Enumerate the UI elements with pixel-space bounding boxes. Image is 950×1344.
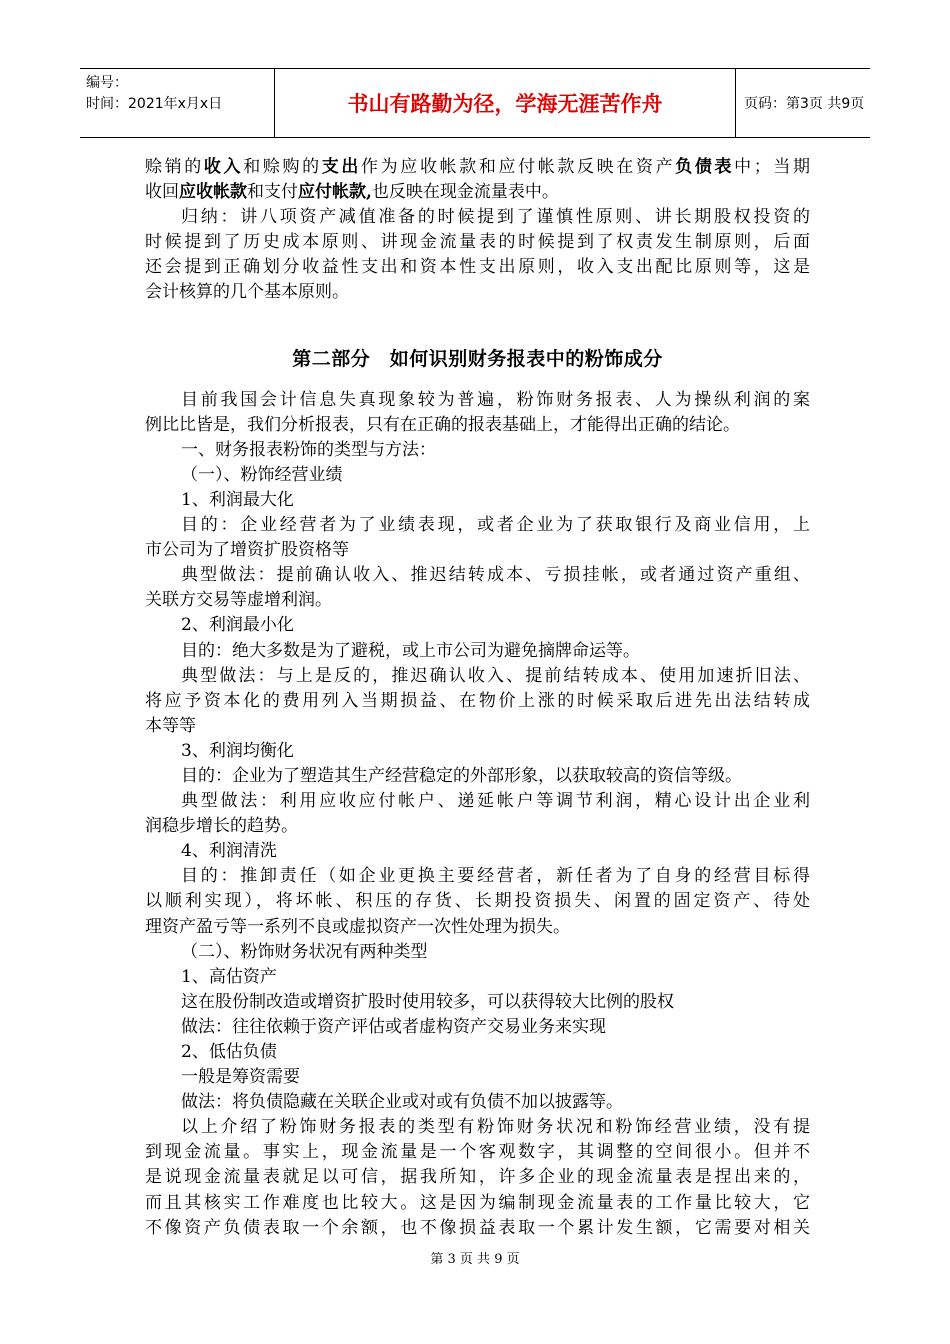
body-line: 4、利润清洗 (181, 841, 277, 862)
body-line: 目的：企业经营者为了业绩表现，或者企业为了获取银行及商业信用，上 (181, 515, 810, 536)
page-header (80, 68, 870, 138)
body-line: 2、低估负债 (181, 1042, 277, 1062)
section-title: 第二部分 如何识别财务报表中的粉饰成分 (292, 347, 663, 370)
body-line: 关联方交易等虚增利润。 (145, 590, 332, 611)
body-line: 以上介绍了粉饰财务报表的类型有粉饰财务状况和粉饰经营业绩，没有提 (181, 1117, 810, 1138)
body-line: 例比比皆是，我们分析报表，只有在正确的报表基础上，才能得出正确的结论。 (145, 414, 740, 435)
summary-line: 还会提到正确划分收益性支出和资本性支出原则，收入支出配比原则等，这是 (145, 257, 810, 278)
body-line: 3、利润均衡化 (181, 740, 294, 761)
body-line: 而且其核实工作难度也比较大。这是因为编制现金流量表的工作量比较大，它 (145, 1192, 810, 1213)
body-line: 1、利润最大化 (181, 489, 294, 510)
number-label: 编号： (86, 75, 128, 91)
time-label: 时间：2021年x月x日 (86, 96, 223, 112)
body-line: 将应予资本化的费用列入当期损益、在物价上涨的时候采取后进先出法结转成 (145, 690, 810, 711)
body-line: 做法：将负债隐藏在关联企业或对或有负债不加以披露等。 (181, 1092, 623, 1113)
document-body (145, 155, 810, 1241)
body-line: 这在股份制改造或增资扩股时使用较多，可以获得较大比例的股权 (181, 991, 674, 1012)
intro-line-2: 收回应收帐款和支付应付帐款,也反映在现金流量表中。 (145, 182, 559, 203)
header-slogan: 书山有路勤为径，学海无涯苦作舟 (274, 69, 736, 137)
body-line: 是说现金流量表就足以可信，据我所知，许多企业的现金流量表是捏出来的， (145, 1167, 810, 1188)
body-line: 目前我国会计信息失真现象较为普遍，粉饰财务报表、人为操纵利润的案 (181, 389, 810, 410)
body-line: 目的：绝大多数是为了避税，或上市公司为避免摘牌命运等。 (181, 640, 640, 661)
header-page-info: 页码：第3页 共9页 (744, 96, 865, 112)
body-line: 2、利润最小化 (181, 615, 294, 636)
summary-line: 时候提到了历史成本原则、讲现金流量表的时候提到了权责发生制原则，后面 (145, 232, 810, 253)
body-line: 不像资产负债表取一个余额，也不像损益表取一个累计发生额，它需要对相关 (145, 1217, 810, 1238)
body-line: 到现金流量。事实上，现金流量是一个客观数字，其调整的空间很小。但并不 (145, 1142, 810, 1163)
body-line: 一、财务报表粉饰的类型与方法： (181, 439, 436, 460)
body-line: 典型做法：提前确认收入、推迟结转成本、亏损挂帐，或者通过资产重组、 (181, 565, 810, 586)
body-line: 典型做法：与上是反的，推迟确认收入、提前结转成本、使用加速折旧法、 (181, 665, 810, 686)
intro-line-1: 赊销的收入和赊购的支出作为应收帐款和应付帐款反映在资产负债表中；当期 (145, 157, 811, 177)
body-line: 目的：推卸责任（如企业更换主要经营者，新任者为了自身的经营目标得 (181, 866, 810, 887)
summary-line: 归纳：讲八项资产减值准备的时候提到了谨慎性原则、讲长期股权投资的 (181, 207, 810, 228)
page-footer: 第 3 页 共 9 页 (430, 1252, 520, 1267)
body-line: 润稳步增长的趋势。 (145, 816, 298, 837)
body-line: （一）、粉饰经营业绩 (181, 464, 343, 485)
body-line: （二）、粉饰财务状况有两种类型 (181, 941, 428, 962)
body-line: 目的：企业为了塑造其生产经营稳定的外部形象，以获取较高的资信等级。 (181, 765, 742, 786)
body-line: 典型做法：利用应收应付帐户、递延帐户等调节利润，精心设计出企业利 (181, 791, 810, 812)
body-line: 做法：往往依赖于资产评估或者虚构资产交易业务来实现 (181, 1016, 606, 1037)
header-meta (86, 73, 222, 115)
body-line: 1、高估资产 (181, 966, 277, 987)
body-line: 一般是筹资需要 (181, 1067, 300, 1088)
body-line: 理资产盈亏等一系列不良或虚拟资产一次性处理为损失。 (145, 916, 570, 937)
body-line: 市公司为了增资扩股资格等 (145, 540, 349, 561)
body-line: 以顺利实现），将坏帐、积压的存货、长期投资损失、闲置的固定资产、待处 (145, 891, 810, 912)
summary-line: 会计核算的几个基本原则。 (145, 282, 349, 303)
body-line: 本等等 (145, 715, 196, 736)
